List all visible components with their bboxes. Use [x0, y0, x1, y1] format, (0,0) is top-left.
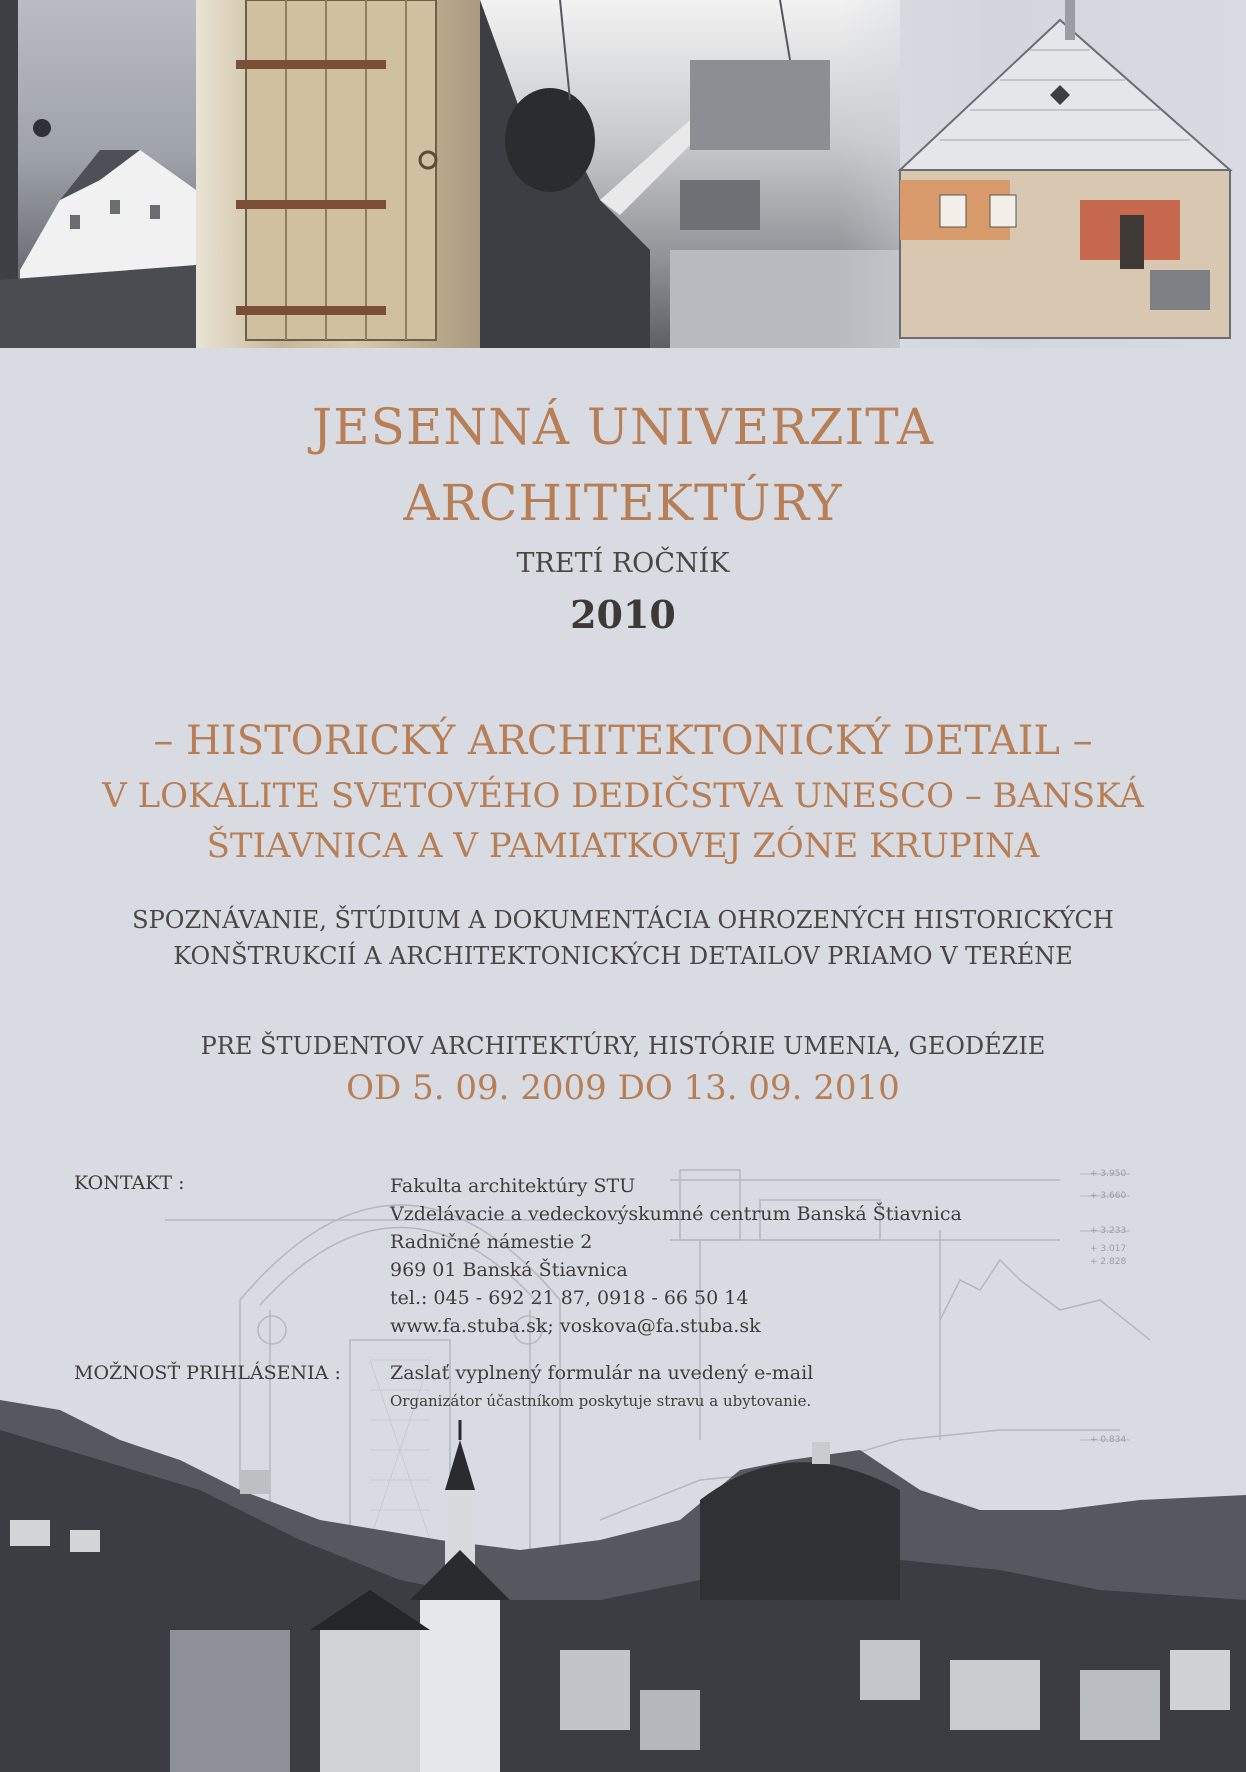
subtitle-line-2: V LOKALITE SVETOVÉHO DEDIČSTVA UNESCO – BANSKÁ: [102, 776, 1144, 816]
elevation-label: + 3.017: [1090, 1244, 1127, 1254]
registration-text: Zaslať vyplnený formulár na uvedený e-mail: [390, 1362, 814, 1384]
contact-web-email: www.fa.stuba.sk; voskova@fa.stuba.sk: [390, 1315, 761, 1337]
description-line-1: SPOZNÁVANIE, ŠTÚDIUM A DOKUMENTÁCIA OHROZENÝCH HISTORICKÝCH: [132, 906, 1114, 934]
contact-line: 969 01 Banská Štiavnica: [390, 1259, 628, 1281]
elevation-label: + 3.233: [1090, 1226, 1127, 1236]
elevation-label: + 0.834: [1090, 1435, 1127, 1445]
contact-line: Vzdelávacie a vedeckovýskumné centrum Banská Štiavnica: [390, 1203, 962, 1225]
elevation-label: + 3.660: [1090, 1191, 1127, 1201]
elevation-label: + 3.950: [1090, 1169, 1127, 1179]
elevation-label: + 2.828: [1090, 1257, 1127, 1267]
event-dates: OD 5. 09. 2009 DO 13. 09. 2010: [346, 1068, 900, 1108]
title-line-2: ARCHITEKTÚRY: [403, 474, 843, 532]
contact-line: Radničné námestie 2: [390, 1231, 593, 1253]
year-label: 2010: [570, 592, 676, 637]
photo-street-view: [0, 0, 196, 348]
subtitle-line-1: – HISTORICKÝ ARCHITEKTONICKÝ DETAIL –: [153, 718, 1093, 764]
photo-wooden-door: [196, 0, 480, 348]
contact-line: Fakulta architektúry STU: [390, 1175, 636, 1197]
title-line-1: JESENNÁ UNIVERZITA: [312, 398, 934, 456]
description-line-2: KONŠTRUKCIÍ A ARCHITEKTONICKÝCH DETAILOV PRIAMO V TERÉNE: [173, 942, 1073, 970]
registration-note: Organizátor účastníkom poskytuje stravu a ubytovanie.: [390, 1392, 812, 1410]
registration-label: MOŽNOSŤ PRIHLÁSENIA :: [74, 1362, 341, 1384]
contact-phone: tel.: 045 - 692 21 87, 0918 - 66 50 14: [390, 1287, 749, 1309]
photo-house-sketch: [840, 0, 1246, 348]
town-landscape-photo: [0, 1400, 1246, 1772]
edition-label: TRETÍ ROČNÍK: [516, 548, 730, 579]
contact-details: [390, 1172, 962, 1340]
audience-text: PRE ŠTUDENTOV ARCHITEKTÚRY, HISTÓRIE UMENIA, GEODÉZIE: [200, 1032, 1046, 1060]
contact-label: KONTAKT :: [74, 1172, 185, 1194]
photo-student-drawing: [480, 0, 900, 348]
photo-collage: [0, 0, 1246, 350]
subtitle-line-3: ŠTIAVNICA A V PAMIATKOVEJ ZÓNE KRUPINA: [206, 826, 1040, 866]
